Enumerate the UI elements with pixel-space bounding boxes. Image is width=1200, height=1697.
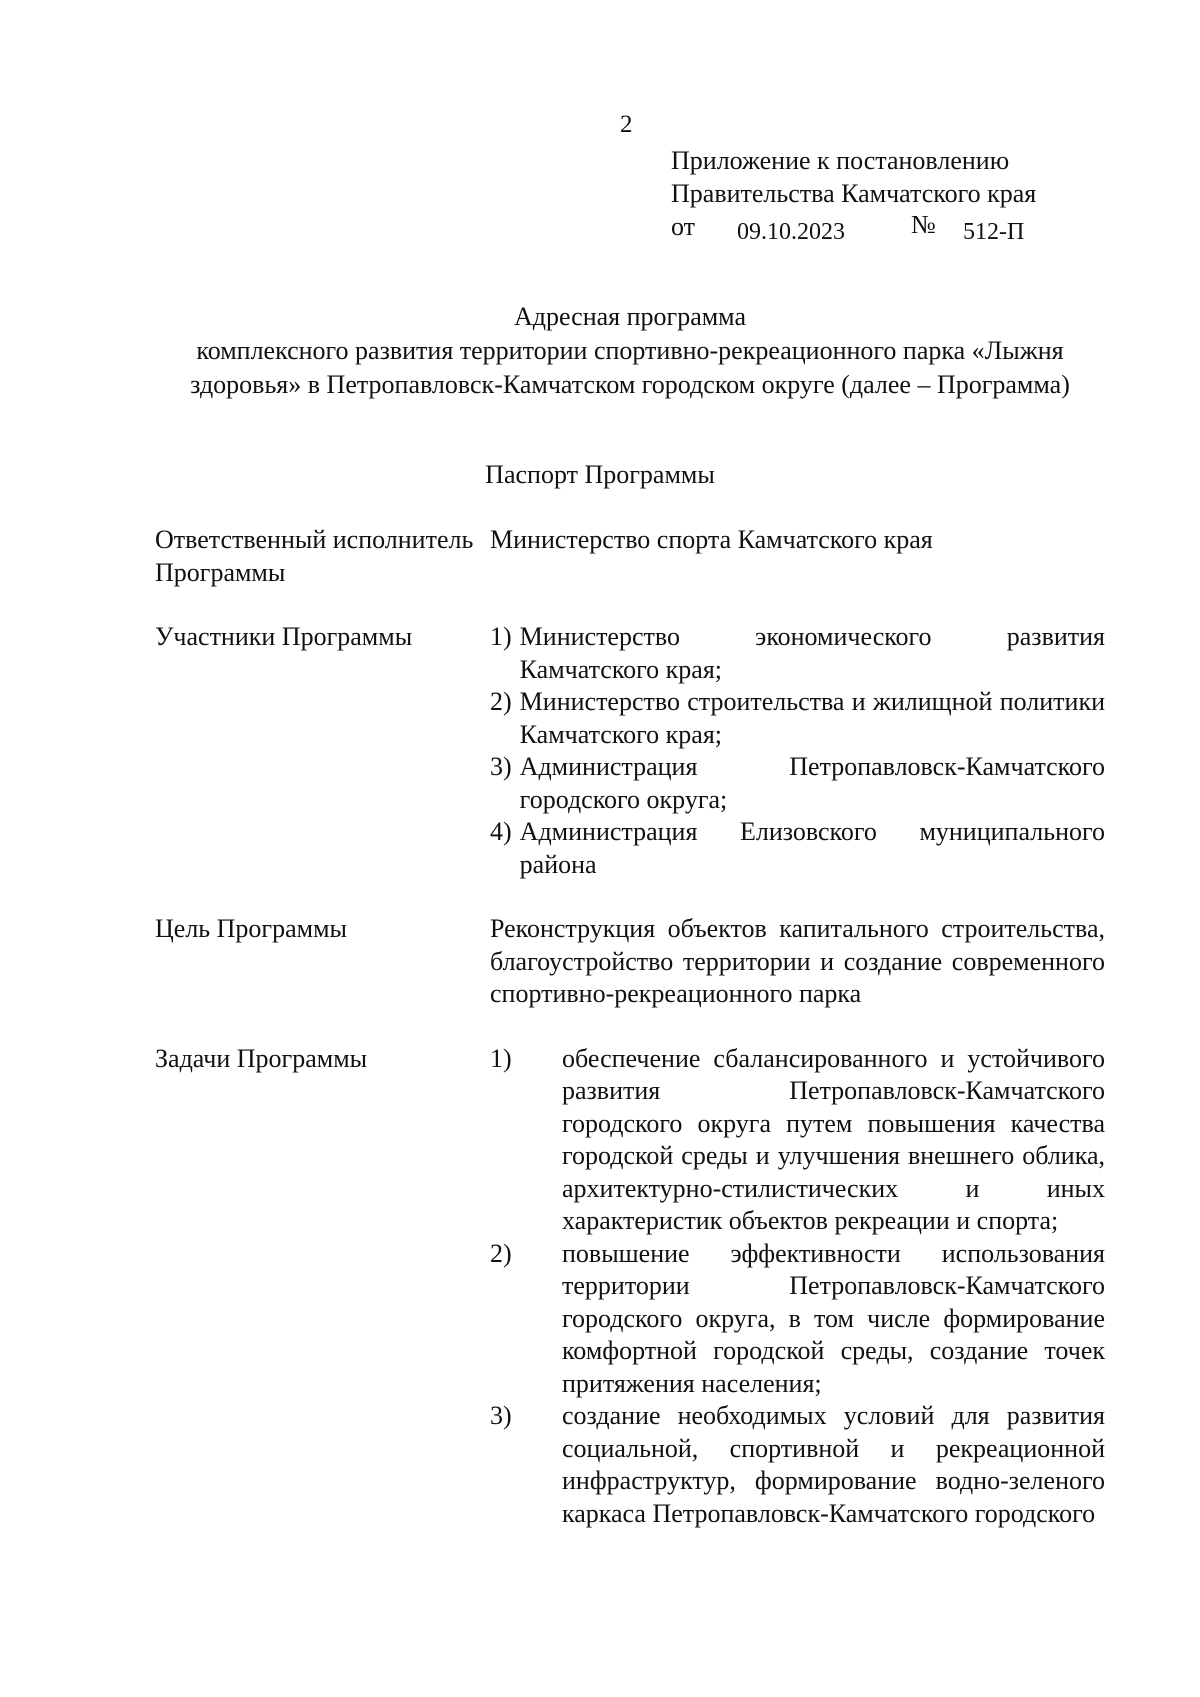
appendix-block [671, 144, 1036, 246]
section-label: Ответственный исполнитель Программы [155, 525, 474, 587]
list-item [490, 621, 1105, 686]
section-value [490, 1043, 1105, 1531]
item-text: Министерство экономического развития Камчатского края; [519, 622, 1105, 684]
item-text: Администрация Петропавловск-Камчатского городского округа; [519, 752, 1105, 814]
section-value [490, 621, 1105, 881]
program-title [140, 300, 1120, 402]
section-goal [155, 913, 1105, 1011]
section-label: Задачи Программы [155, 1043, 368, 1073]
item-number: 2) [490, 1238, 512, 1268]
section-participants [155, 621, 1105, 881]
list-item [490, 1400, 1105, 1530]
page-number: 2 [620, 111, 633, 138]
item-text: повышение эффективности использования территории Петропавловск-Камчатского городского округа, в том числе формирование комфортной городской среды, создание точек притяжения населения; [562, 1238, 1105, 1398]
decree-number: 512-П [963, 219, 1025, 245]
list-item [490, 1043, 1105, 1238]
appendix-date-row [671, 210, 1036, 246]
item-number: 3) [490, 752, 512, 781]
list-item [490, 686, 1105, 751]
item-number: 2) [490, 687, 512, 716]
goal-value: Реконструкция объектов капитального строительства, благоустройство территории и создание современного спортивно-рекреационного парка [490, 914, 1105, 1008]
title-line-1: Адресная программа [513, 302, 747, 331]
list-item [490, 1238, 1105, 1401]
item-text: Администрация Елизовского муниципального района [519, 817, 1105, 879]
appendix-line-1: Приложение к постановлению [671, 146, 1010, 175]
passport-heading: Паспорт Программы [485, 460, 715, 489]
section-value [490, 524, 1105, 589]
section-tasks [155, 1043, 1105, 1531]
item-number: 1) [490, 1043, 512, 1073]
decree-date: 09.10.2023 [737, 219, 845, 245]
item-text: обеспечение сбалансированного и устойчивого развития Петропавловск-Камчатского городского округа путем повышения качества городской среды и улучшения внешнего облика, архитектурно-стилистических и иных характеристик объектов рекреации и спорта; [562, 1043, 1105, 1235]
item-number: 3) [490, 1401, 512, 1430]
executor-value: Министерство спорта Камчатского края [490, 525, 933, 554]
item-number: 1) [490, 622, 512, 651]
section-label: Цель Программы [155, 914, 348, 943]
list-item [490, 816, 1105, 881]
section-label: Участники Программы [155, 622, 413, 651]
item-number: 4) [490, 817, 512, 846]
from-label: от [671, 212, 696, 241]
section-value [490, 913, 1105, 1011]
item-text: создание необходимых условий для развития социальной, спортивной и рекреационной инфраструктур, формирование водно-зеленого каркаса Петропавловск-Камчатского городского [562, 1401, 1105, 1528]
number-sign: № [911, 210, 936, 239]
list-item [490, 751, 1105, 816]
appendix-line-2: Правительства Камчатского края [671, 179, 1037, 208]
item-text: Министерство строительства и жилищной политики Камчатского края; [519, 687, 1105, 749]
title-line-2: комплексного развития территории спортивно-рекреационного парка «Лыжня здоровья» в Петропавловск-Камчатском городском округе (далее – Программа) [190, 336, 1070, 399]
passport-table [155, 524, 1105, 1530]
section-executor [155, 524, 1105, 589]
